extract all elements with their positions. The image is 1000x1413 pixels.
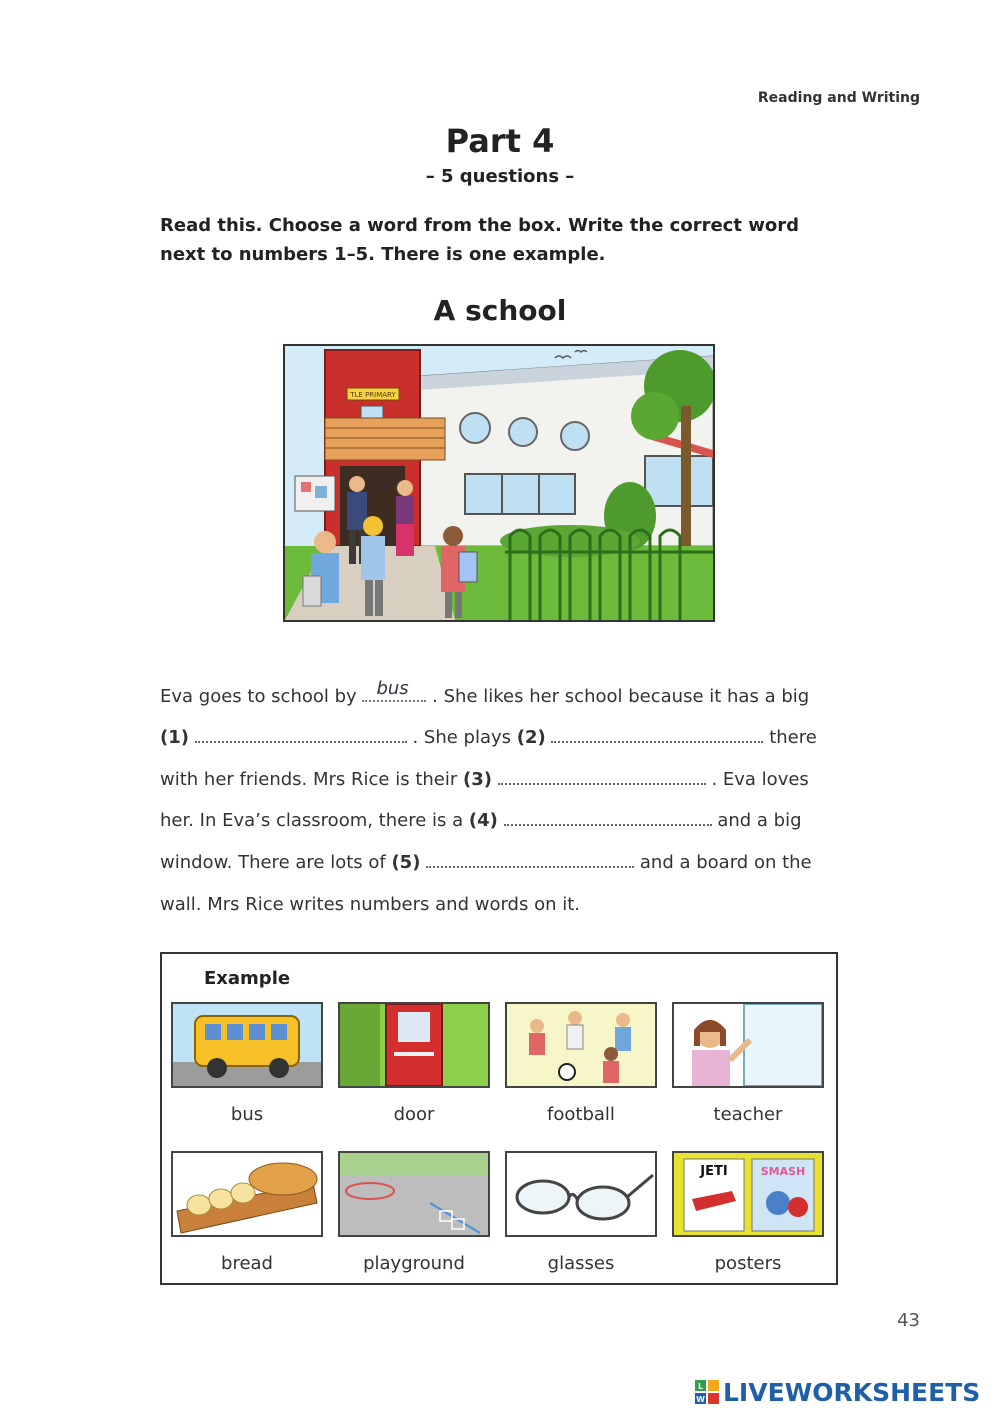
question-2-number: (2) bbox=[516, 727, 546, 748]
word-football: football bbox=[547, 1104, 615, 1125]
door-icon bbox=[340, 1004, 488, 1086]
door-picture bbox=[338, 1002, 490, 1088]
playground-picture bbox=[338, 1151, 490, 1237]
page-number: 43 bbox=[897, 1310, 920, 1331]
example-label: Example bbox=[204, 968, 291, 989]
story-line-5-end: and a board on the bbox=[639, 852, 812, 873]
poster-smash-text: SMASH bbox=[760, 1165, 806, 1178]
story-line-1-end: . She likes her school because it has a big bbox=[432, 686, 810, 707]
story-line-2 bbox=[160, 727, 817, 748]
example-answer: bus bbox=[376, 678, 409, 699]
school-scene-svg bbox=[285, 346, 713, 620]
part-title: Part 4 bbox=[445, 122, 555, 160]
section-label: Reading and Writing bbox=[757, 90, 920, 106]
question-4-number: (4) bbox=[468, 810, 498, 831]
story-line-6: wall. Mrs Rice writes numbers and words on it. bbox=[160, 894, 580, 915]
word-playground: playground bbox=[363, 1253, 465, 1274]
question-1-number: (1) bbox=[160, 727, 189, 748]
school-sign-text: TLE PRIMARY bbox=[350, 391, 396, 399]
answer-blank-1[interactable] bbox=[195, 727, 407, 743]
story-line-1 bbox=[160, 678, 810, 707]
liveworksheets-logo[interactable] bbox=[695, 1378, 995, 1408]
story-line-4-end: and a big bbox=[717, 810, 802, 831]
word-box bbox=[160, 952, 838, 1285]
teacher-picture bbox=[672, 1002, 824, 1088]
story-line-3-start: with her friends. Mrs Rice is their bbox=[160, 769, 458, 790]
story-line-4 bbox=[160, 810, 802, 831]
bread-picture bbox=[171, 1151, 323, 1237]
example-answer-blank bbox=[362, 678, 426, 702]
answer-blank-2[interactable] bbox=[551, 727, 763, 743]
playground-icon bbox=[340, 1153, 488, 1235]
bus-picture bbox=[171, 1002, 323, 1088]
logo-letter-w: W bbox=[696, 1395, 705, 1404]
story-line-5 bbox=[160, 852, 812, 873]
story-line-2-mid: . She plays bbox=[412, 727, 512, 748]
brand-name: LIVEWORKSHEETS bbox=[723, 1378, 981, 1407]
story-line-1-start: Eva goes to school by bbox=[160, 686, 357, 707]
story-line-5-start: window. There are lots of bbox=[160, 852, 386, 873]
glasses-picture bbox=[505, 1151, 657, 1237]
word-bus: bus bbox=[230, 1104, 264, 1125]
story-line-2-end: there bbox=[769, 727, 817, 748]
word-teacher: teacher bbox=[713, 1104, 783, 1125]
story-line-4-start: her. In Eva’s classroom, there is a bbox=[160, 810, 464, 831]
story-line-3 bbox=[160, 769, 809, 790]
bread-icon bbox=[173, 1153, 321, 1235]
poster-jet-text: JETI bbox=[700, 1164, 728, 1179]
answer-blank-5[interactable] bbox=[426, 852, 634, 868]
word-posters: posters bbox=[714, 1253, 782, 1274]
logo-blocks-icon bbox=[695, 1380, 719, 1404]
question-5-number: (5) bbox=[391, 852, 421, 873]
word-bread: bread bbox=[221, 1253, 273, 1274]
school-scene-illustration bbox=[283, 344, 715, 622]
word-glasses: glasses bbox=[547, 1253, 615, 1274]
posters-picture bbox=[672, 1151, 824, 1237]
bus-icon bbox=[173, 1004, 321, 1086]
story-title: A school bbox=[433, 294, 567, 327]
football-picture bbox=[505, 1002, 657, 1088]
football-icon bbox=[507, 1004, 655, 1086]
story-line-3-end: . Eva loves bbox=[711, 769, 809, 790]
question-3-number: (3) bbox=[463, 769, 492, 790]
part-subtitle: – 5 questions – bbox=[425, 166, 575, 187]
instructions: Read this. Choose a word from the box. Write the correct word next to numbers 1–5. There is one example. bbox=[160, 215, 799, 265]
posters-icon bbox=[674, 1153, 822, 1235]
glasses-icon bbox=[507, 1153, 655, 1235]
logo-letter-l: L bbox=[697, 1382, 704, 1391]
word-door: door bbox=[393, 1104, 435, 1125]
answer-blank-4[interactable] bbox=[504, 810, 712, 826]
teacher-icon bbox=[674, 1004, 822, 1086]
answer-blank-3[interactable] bbox=[498, 769, 706, 785]
